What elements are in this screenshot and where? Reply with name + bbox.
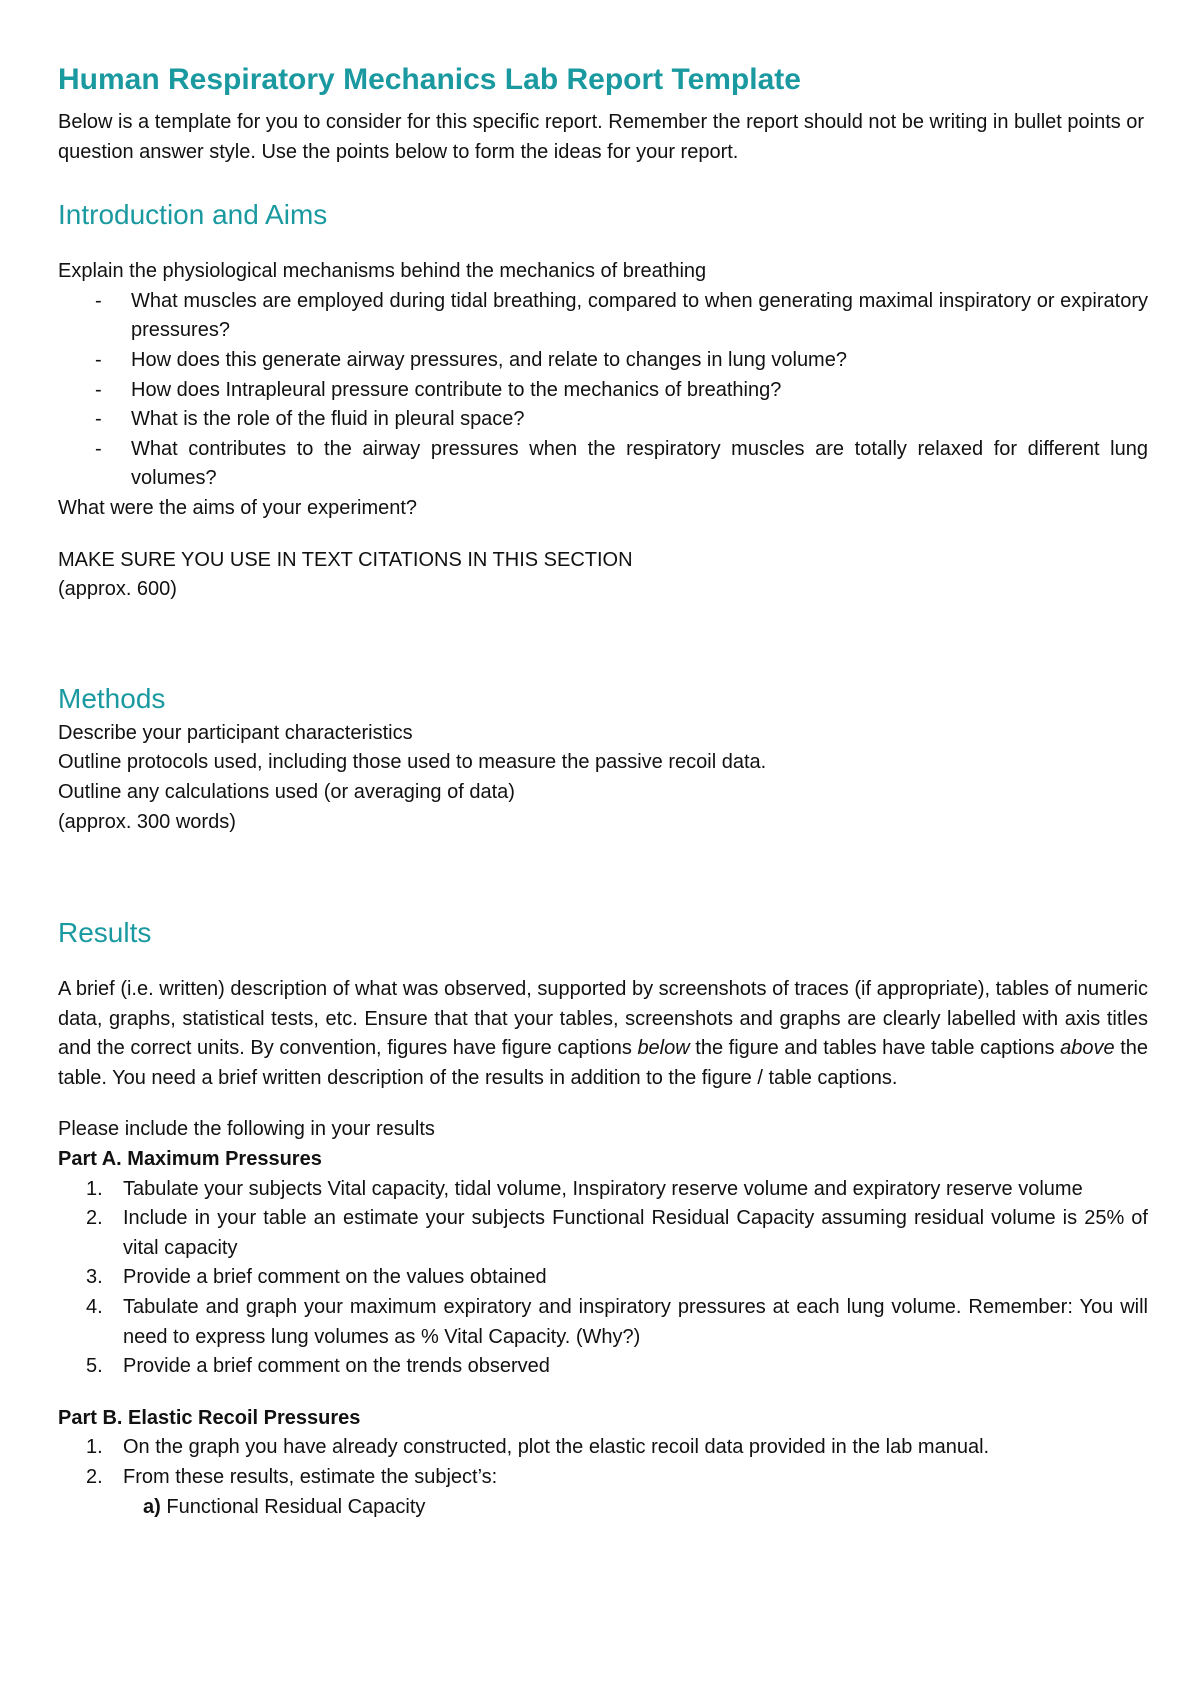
citations-note: MAKE SURE YOU USE IN TEXT CITATIONS IN THIS SECTION [58,548,633,571]
section-heading-introduction: Introduction and Aims [58,199,328,231]
section-heading-methods: Methods [58,682,166,714]
list-item: 2. From these results, estimate the subject’s: [86,1466,498,1488]
part-b-sub-item: a) Functional Residual Capacity [143,1495,426,1518]
introduction-lead: Explain the physiological mechanisms behind the mechanics of breathing [58,260,707,283]
list-item: - What muscles are employed during tidal breathing, compared to when generating maximal inspiratory or expiratory pressures? [95,289,1148,342]
aims-question: What were the aims of your experiment? [58,496,418,519]
methods-line: Outline protocols used, including those used to measure the passive recoil data. [58,751,767,774]
list-item: 5. Provide a brief comment on the trends observed [86,1355,550,1378]
results-description: A brief (i.e. written) description of what was observed, supported by screenshots of traces (if appropriate), tables of numeric data, graphs, statistical tests, etc. Ensure that that your tables, screenshots and graphs are clearly labelled with axis titles and the correct units. By convention, figures have figure captions below the figure and tables have table captions above the table. You need a brief written description of the results in addition to the figure / table captions. [58,978,1149,1089]
document-title: Human Respiratory Mechanics Lab Report Template [58,63,801,96]
list-item: 1. Tabulate your subjects Vital capacity, tidal volume, Inspiratory reserve volume and expiratory reserve volume [86,1177,1083,1200]
methods-line: Outline any calculations used (or averaging of data) [58,780,515,803]
list-item: - What is the role of the fluid in pleural space? [95,408,525,431]
list-item: - What contributes to the airway pressures when the respiratory muscles are totally relaxed for different lung volumes? [95,437,1148,490]
methods-word-count: (approx. 300 words) [58,810,236,833]
part-a-heading: Part A. Maximum Pressures [58,1148,322,1171]
introduction-question-list [58,287,1148,494]
part-b-heading: Part B. Elastic Recoil Pressures [58,1406,361,1429]
methods-line: Describe your participant characteristics [58,721,413,744]
part-b-list [58,1433,1148,1492]
list-item: 4. Tabulate and graph your maximum expiratory and inspiratory pressures at each lung volume. Remember: You will need to express lung volumes as % Vital Capacity. (Why?) [86,1296,1148,1348]
part-a-list [58,1175,1148,1382]
introduction-word-count: (approx. 600) [58,578,177,601]
list-item: 2. Include in your table an estimate your subjects Functional Residual Capacity assuming residual volume is 25% of vital capacity [86,1207,1148,1259]
document-body [58,58,1148,1522]
list-item: - How does this generate airway pressures, and relate to changes in lung volume? [95,348,847,371]
results-include-lead: Please include the following in your results [58,1118,435,1141]
list-item: 1. On the graph you have already constructed, plot the elastic recoil data provided in the lab manual. [86,1436,990,1459]
list-item: 3. Provide a brief comment on the values obtained [86,1266,547,1289]
list-item: - How does Intrapleural pressure contribute to the mechanics of breathing? [95,378,782,401]
section-heading-results: Results [58,917,152,949]
intro-paragraph: Below is a template for you to consider for this specific report. Remember the report should not be writing in bullet points or question answer style. Use the points below to form the ideas for your report. [58,111,1145,163]
